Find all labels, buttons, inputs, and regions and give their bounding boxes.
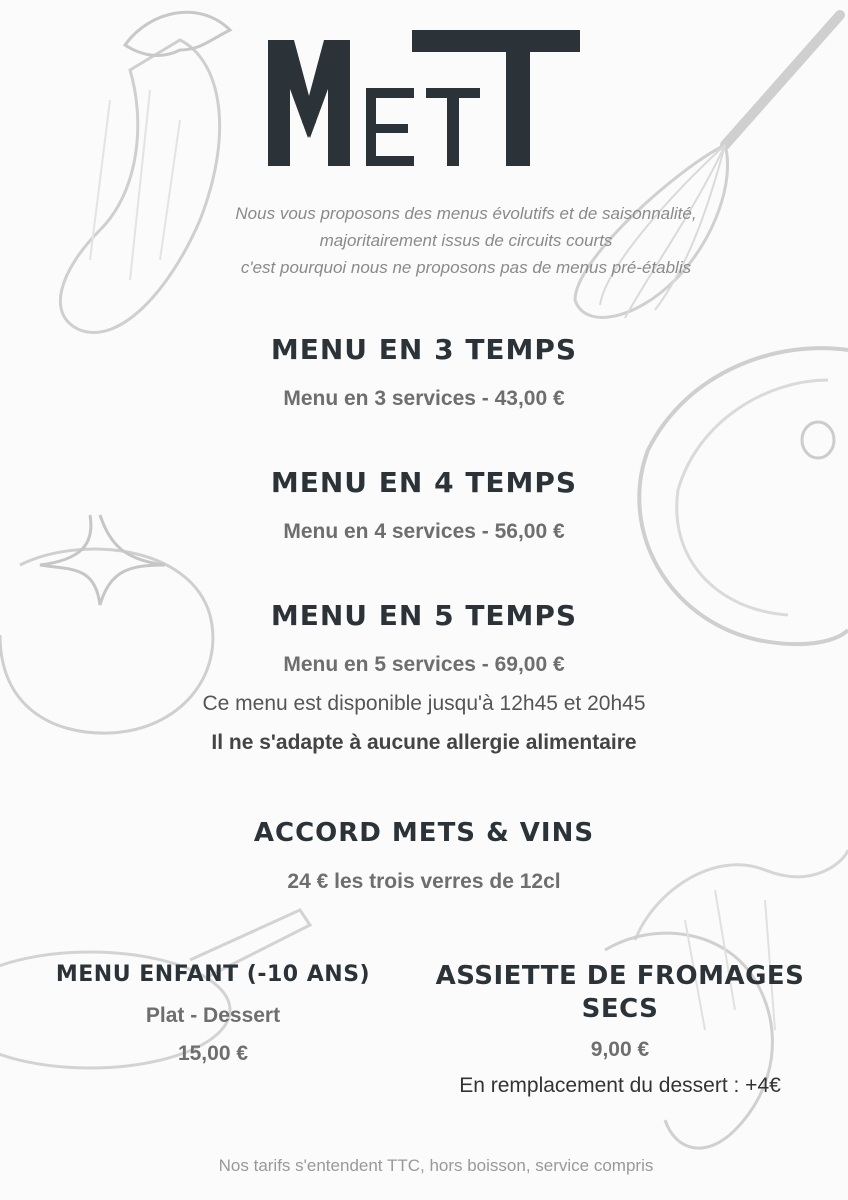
menu-5-allergy-note: Il ne s'adapte à aucune allergie alimentaire (211, 731, 637, 754)
pairing-description: 24 € les trois verres de 12cl (287, 870, 561, 893)
cheese-plate-title-line-1: ASSIETTE DE FROMAGES (435, 961, 805, 991)
kids-menu-title: MENU ENFANT (-10 ANS) (55, 962, 371, 987)
menu-3-description: Menu en 3 services - 43,00 € (283, 387, 565, 410)
menu-5-description: Menu en 5 services - 69,00 € (283, 653, 565, 676)
kids-menu-price: 15,00 € (177, 1042, 249, 1065)
kids-menu-description: Plat - Dessert (145, 1004, 281, 1027)
kids-menu (30, 960, 396, 1066)
intro-text (0, 200, 848, 281)
menu-5-availability: Ce menu est disponible jusqu'à 12h45 et 20h45 (202, 692, 646, 715)
footer-note: Nos tarifs s'entendent TTC, hors boisson, service compris (218, 1156, 654, 1175)
pairing-title: ACCORD METS & VINS (253, 818, 595, 848)
cheese-plate-price: 9,00 € (590, 1038, 650, 1061)
intro-line-2: majoritairement issus de circuits courts (319, 231, 613, 250)
menu-5-title: MENU EN 5 TEMPS (270, 599, 578, 632)
intro-line-1: Nous vous proposons des menus évolutifs et de saisonnalité, (235, 204, 697, 223)
menu-4-title: MENU EN 4 TEMPS (270, 466, 578, 499)
intro-line-3: c'est pourquoi nous ne proposons pas de menus pré-établis (240, 258, 692, 277)
mett-logo (262, 26, 582, 176)
menu-4-description: Menu en 4 services - 56,00 € (283, 520, 565, 543)
cheese-plate (420, 960, 820, 1098)
cheese-plate-title-line-2: SECS (581, 994, 659, 1024)
menu-3-title: MENU EN 3 TEMPS (270, 333, 578, 366)
cheese-plate-note: En remplacement du dessert : +4€ (459, 1074, 781, 1097)
eggplant-illustration (30, 0, 250, 350)
